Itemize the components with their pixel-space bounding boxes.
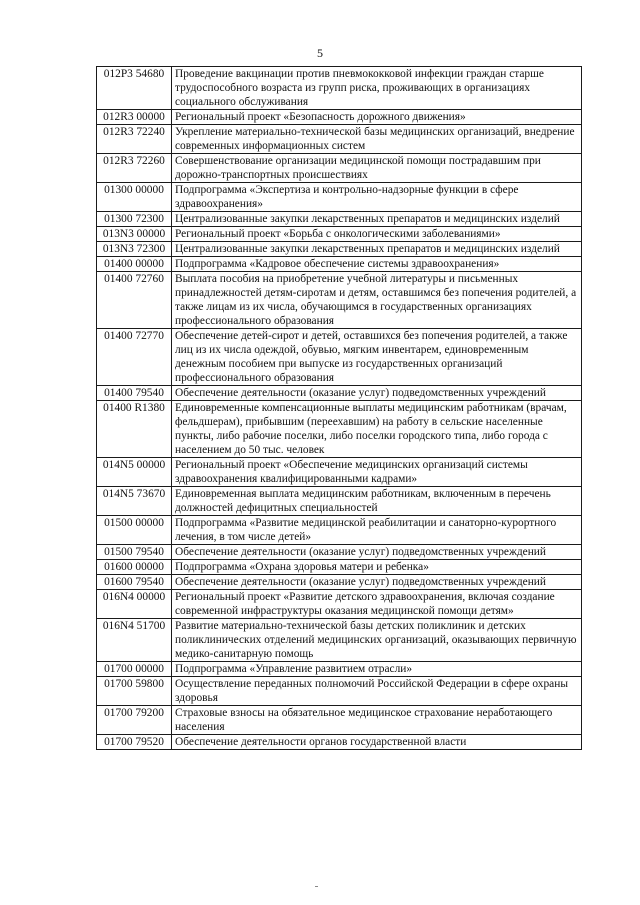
row-name: Региональный проект «Безопасность дорожного движения» [172,110,582,125]
table-row [97,706,582,735]
table-row [97,154,582,183]
row-name: Единовременная выплата медицинским работникам, включенным в перечень должностей дефицитных специальностей [172,487,582,516]
scan-speck [315,886,318,887]
row-name: Обеспечение деятельности органов государственной власти [172,735,582,750]
table-row [97,575,582,590]
table-row [97,257,582,272]
row-code: 01700 79520 [97,735,172,750]
row-code: 01500 79540 [97,545,172,560]
row-code: 01500 00000 [97,516,172,545]
row-code: 012P3 54680 [97,67,172,110]
table-row [97,677,582,706]
table-row [97,329,582,386]
row-code: 01300 00000 [97,183,172,212]
row-name: Региональный проект «Развитие детского здравоохранения, включая создание современной инфраструктуры оказания медицинской помощи детям» [172,590,582,619]
table-row [97,516,582,545]
table-row [97,272,582,329]
row-code: 01600 00000 [97,560,172,575]
page-number: 5 [317,46,323,60]
row-name: Развитие материально-технической базы детских поликлиник и детских поликлинических отделений медицинских организаций, оказывающих первичную медико-санитарную помощь [172,619,582,662]
row-code: 014N5 00000 [97,458,172,487]
row-name: Региональный проект «Борьба с онкологическими заболеваниями» [172,227,582,242]
row-name: Централизованные закупки лекарственных препаратов и медицинских изделий [172,212,582,227]
row-name: Проведение вакцинации против пневмококковой инфекции граждан старше трудоспособного возраста из групп риска, проживающих в организациях социального обслуживания [172,67,582,110]
row-name: Подпрограмма «Кадровое обеспечение системы здравоохранения» [172,257,582,272]
row-name: Подпрограмма «Охрана здоровья матери и ребенка» [172,560,582,575]
row-code: 012R3 72260 [97,154,172,183]
row-name: Осуществление переданных полномочий Российской Федерации в сфере охраны здоровья [172,677,582,706]
row-name: Подпрограмма «Развитие медицинской реабилитации и санаторно-курортного лечения, в том числе детей» [172,516,582,545]
table-row [97,242,582,257]
row-name: Обеспечение деятельности (оказание услуг) подведомственных учреждений [172,575,582,590]
table-body [97,67,582,750]
row-code: 01400 72770 [97,329,172,386]
row-code: 01700 59800 [97,677,172,706]
table-row [97,212,582,227]
row-name: Выплата пособия на приобретение учебной литературы и письменных принадлежностей детям-сиротам и детям, оставшимся без попечения родителей, а также лицам из их числа, обучающимся в государственных организациях профессионального образования [172,272,582,329]
row-code: 01400 R1380 [97,401,172,458]
row-code: 01600 79540 [97,575,172,590]
table-row [97,560,582,575]
row-code: 01400 79540 [97,386,172,401]
table-row [97,125,582,154]
row-name: Укрепление материально-технической базы медицинских организаций, внедрение современных информационных систем [172,125,582,154]
row-name: Подпрограмма «Управление развитием отрасли» [172,662,582,677]
row-name: Региональный проект «Обеспечение медицинских организаций системы здравоохранения квалифицированными кадрами» [172,458,582,487]
table-row [97,110,582,125]
row-code: 012R3 72240 [97,125,172,154]
table-row [97,619,582,662]
row-name: Совершенствование организации медицинской помощи пострадавшим при дорожно-транспортных происшествиях [172,154,582,183]
table-row [97,386,582,401]
table-row [97,401,582,458]
budget-classification-table [96,66,582,750]
row-name: Страховые взносы на обязательное медицинское страхование неработающего населения [172,706,582,735]
row-code: 01700 00000 [97,662,172,677]
table-row [97,545,582,560]
row-name: Подпрограмма «Экспертиза и контрольно-надзорные функции в сфере здравоохранения» [172,183,582,212]
table-row [97,662,582,677]
row-code: 01300 72300 [97,212,172,227]
table-row [97,67,582,110]
row-name: Обеспечение деятельности (оказание услуг) подведомственных учреждений [172,545,582,560]
row-code: 016N4 51700 [97,619,172,662]
table-row [97,487,582,516]
table-row [97,735,582,750]
table-row [97,227,582,242]
row-code: 013N3 72300 [97,242,172,257]
row-name: Обеспечение деятельности (оказание услуг) подведомственных учреждений [172,386,582,401]
table-row [97,183,582,212]
row-name: Обеспечение детей-сирот и детей, оставшихся без попечения родителей, а также лиц из их числа одеждой, обувью, мягким инвентарем, единовременным денежным пособием при выпуске из государственных организаций профессионального образования [172,329,582,386]
row-code: 016N4 00000 [97,590,172,619]
row-name: Централизованные закупки лекарственных препаратов и медицинских изделий [172,242,582,257]
row-code: 014N5 73670 [97,487,172,516]
row-name: Единовременные компенсационные выплаты медицинским работникам (врачам, фельдшерам), прибывшим (переехавшим) на работу в сельские населенные пункты, либо рабочие поселки, либо поселки городского типа, либо города с населением до 50 тыс. человек [172,401,582,458]
row-code: 01400 00000 [97,257,172,272]
row-code: 01700 79200 [97,706,172,735]
row-code: 01400 72760 [97,272,172,329]
table-row [97,458,582,487]
row-code: 013N3 00000 [97,227,172,242]
table-row [97,590,582,619]
row-code: 012R3 00000 [97,110,172,125]
